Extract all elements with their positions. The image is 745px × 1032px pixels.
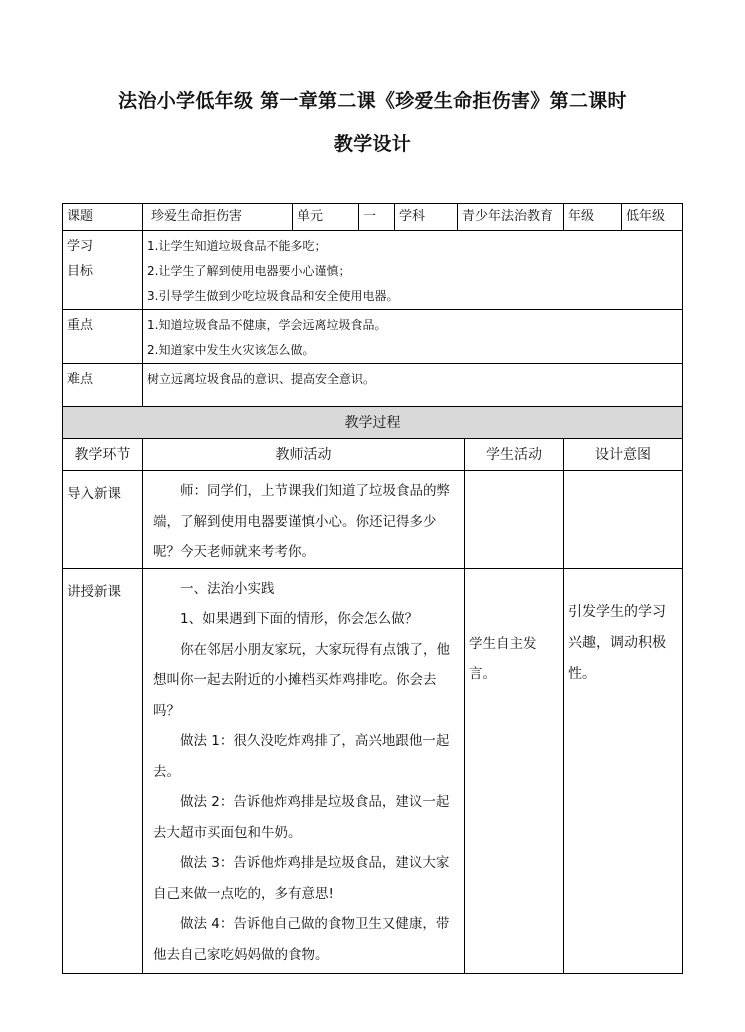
stage-cell: 讲授新课 xyxy=(63,568,143,973)
subject-value: 青少年法治教育 xyxy=(458,204,564,231)
process-heading: 教学过程 xyxy=(63,407,683,439)
teacher-paragraph: 1、如果遇到下面的情形，你会怎么做？ xyxy=(180,611,419,627)
student-activity-cell xyxy=(465,471,564,569)
teacher-paragraph: 做法 4：告诉他自己做的食物卫生又健康，带他去自己家吃妈妈做的食物。 xyxy=(153,916,450,963)
stage-cell: 导入新课 xyxy=(63,471,143,569)
teacher-activity-cell xyxy=(143,568,465,973)
grade-label: 年级 xyxy=(564,204,622,231)
grade-value: 低年级 xyxy=(622,204,683,231)
goals-label-line2: 目标 xyxy=(67,264,94,279)
design-intent-cell xyxy=(564,471,683,569)
design-intent-cell: 引发学生的学习兴趣，调动积极性。 xyxy=(564,568,683,973)
unit-label: 单元 xyxy=(293,204,359,231)
topic-value: 珍爱生命拒伤害 xyxy=(143,204,293,231)
difficulty-value: 树立远离垃圾食品的意识、提高安全意识。 xyxy=(143,364,683,409)
goal-item: 3.引导学生做到少吃垃圾食品和安全使用电器。 xyxy=(147,289,399,303)
student-activity-cell: 学生自主发言。 xyxy=(465,568,564,973)
goals-list xyxy=(143,231,683,310)
subject-label: 学科 xyxy=(395,204,458,231)
column-header-intent: 设计意图 xyxy=(564,439,683,471)
teacher-activity-cell xyxy=(143,471,465,569)
goals-label xyxy=(63,231,143,310)
key-point-item: 1.知道垃圾食品不健康，学会远离垃圾食品。 xyxy=(147,318,387,332)
goal-item: 1.让学生知道垃圾食品不能多吃； xyxy=(147,239,327,253)
table-row xyxy=(63,568,683,973)
goals-label-line1: 学习 xyxy=(67,239,94,254)
teacher-paragraph: 一、法治小实践 xyxy=(180,580,275,597)
document-title: 法治小学低年级 第一章第二课《珍爱生命拒伤害》第二课时 xyxy=(118,90,627,112)
document-subtitle: 教学设计 xyxy=(333,133,412,155)
teaching-process-table xyxy=(62,406,683,974)
key-points-label: 重点 xyxy=(63,310,143,364)
teacher-paragraph: 做法 3：告诉他炸鸡排是垃圾食品，建议大家自己来做一点吃的，多有意思! xyxy=(153,855,450,902)
teacher-paragraph: 师：同学们，上节课我们知道了垃圾食品的弊端，了解到使用电器要谨慎小心。你还记得多少呢？今天老师就来考考你。 xyxy=(153,483,450,560)
unit-value: 一 xyxy=(359,204,395,231)
goal-item: 2.让学生了解到使用电器要小心谨慎； xyxy=(147,264,351,278)
difficulty-label: 难点 xyxy=(63,364,143,409)
teacher-paragraph: 你在邻居小朋友家玩，大家玩得有点饿了，他想叫你一起去附近的小摊档买炸鸡排吃。你会去吗？ xyxy=(153,641,450,719)
lesson-info-table xyxy=(62,203,683,409)
key-point-item: 2.知道家中发生火灾该怎么做。 xyxy=(147,343,315,357)
column-header-stage: 教学环节 xyxy=(63,439,143,471)
teacher-paragraph: 做法 1：很久没吃炸鸡排了，高兴地跟他一起去。 xyxy=(153,733,450,780)
topic-label: 课题 xyxy=(63,204,143,231)
table-row xyxy=(63,471,683,569)
column-header-teacher: 教师活动 xyxy=(143,439,465,471)
key-points-list xyxy=(143,310,683,364)
column-header-student: 学生活动 xyxy=(465,439,564,471)
teacher-paragraph: 做法 2：告诉他炸鸡排是垃圾食品，建议一起去大超市买面包和牛奶。 xyxy=(153,794,450,841)
